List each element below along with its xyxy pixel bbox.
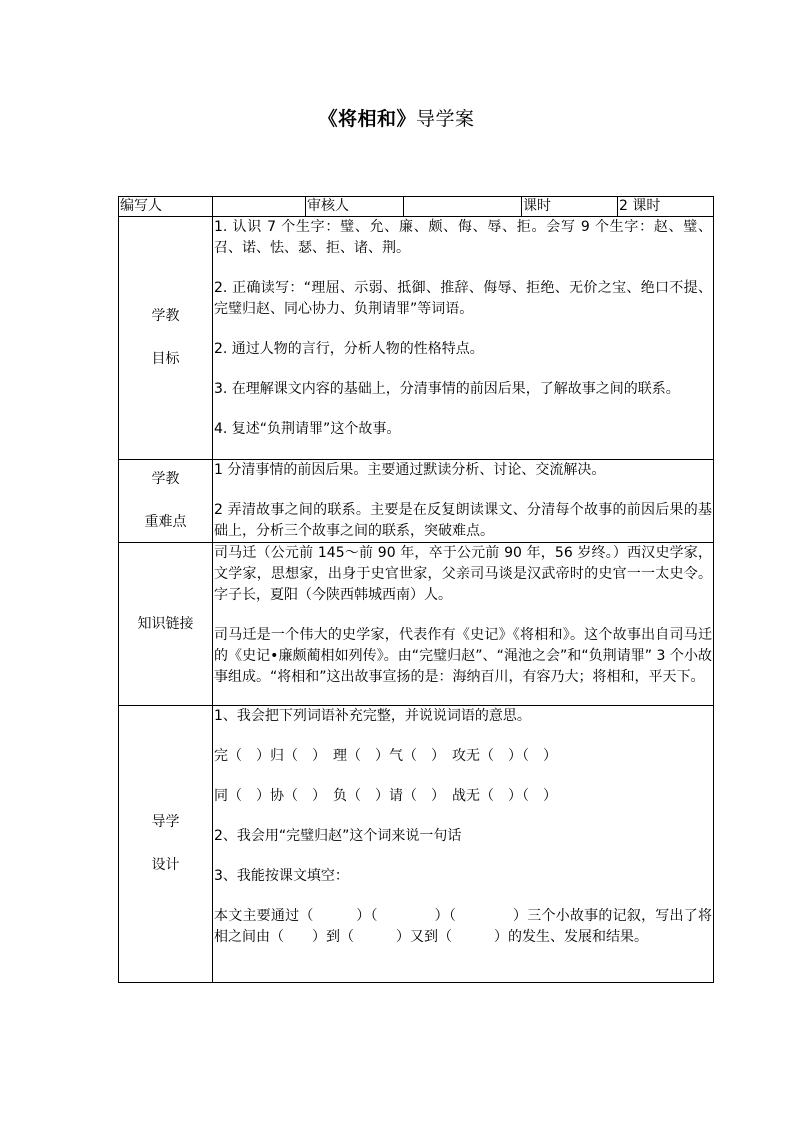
knowledge-label: 知识链接 bbox=[119, 543, 213, 706]
design-label-line2: 设计 bbox=[151, 857, 180, 873]
period-value: 2 课时 bbox=[618, 197, 714, 217]
goal-item: 4. 复述“负荆请罪”这个故事。 bbox=[214, 421, 401, 437]
reviewer-label: 审核人 bbox=[306, 197, 404, 217]
header-row bbox=[119, 197, 714, 217]
title-book-name: 《将相和》 bbox=[318, 108, 416, 130]
design-question-2: 2、我会用“完璧归赵”这个词来说一句话 bbox=[214, 828, 462, 844]
design-label-line1: 导学 bbox=[151, 814, 180, 830]
goals-label bbox=[119, 217, 213, 460]
document-title bbox=[0, 104, 793, 131]
design-content bbox=[213, 706, 714, 983]
keypoint-item: 1 分清事情的前因后果。主要通过默读分析、讨论、交流解决。 bbox=[214, 462, 606, 478]
keypoints-label bbox=[119, 460, 213, 543]
knowledge-item: 司马迁（公元前 145～前 90 年，卒于公元前 90 年，56 岁终。）西汉史学家，文学家，思想家，出身于史官世家，父亲司马谈是汉武帝时的史官一一太史令。字子长，夏阳（今陕西韩城西南）人。 bbox=[214, 545, 712, 603]
writer-value[interactable] bbox=[213, 197, 306, 217]
keypoint-item: 2 弄清故事之间的联系。主要是在反复朗读课文、分清每个故事的前因后果的基础上，分析三个故事之间的联系，突破难点。 bbox=[214, 502, 712, 539]
reviewer-value[interactable] bbox=[404, 197, 522, 217]
knowledge-row bbox=[119, 543, 714, 706]
period-label: 课时 bbox=[522, 197, 618, 217]
goal-item: 2. 正确读写：“理屈、示弱、抵御、推辞、侮辱、拒绝、无价之宝、绝口不提、完璧归赵、同心协力、负荆请罪”等词语。 bbox=[214, 280, 712, 317]
design-question-1: 1、我会把下列词语补充完整，并说说词语的意思。 bbox=[214, 708, 531, 724]
keypoints-label-line2: 重难点 bbox=[144, 514, 187, 530]
goals-content bbox=[213, 217, 714, 460]
text-fill-paragraph[interactable]: 本文主要通过（ ）（ ）（ ）三个小故事的记叙，写出了将相之间由（ ）到（ ）又到（ ）的发生、发展和结果。 bbox=[214, 908, 712, 945]
keypoints-content bbox=[213, 460, 714, 543]
design-label bbox=[119, 706, 213, 983]
writer-label: 编写人 bbox=[119, 197, 213, 217]
knowledge-content bbox=[213, 543, 714, 706]
goal-item: 3. 在理解课文内容的基础上，分清事情的前因后果，了解故事之间的联系。 bbox=[214, 381, 680, 397]
knowledge-item: 司马迁是一个伟大的史学家，代表作有《史记》《将相和》。这个故事出自司马迁的《史记•廉颇蔺相如列传》。由“完璧归赵”、“渑池之会”和“负荆请罪” 3 个小故事组成。“将相和”这出故事宣扬的是：海纳百川，有容乃大；将相和，平天下。 bbox=[214, 627, 712, 685]
title-suffix: 导学案 bbox=[416, 108, 475, 130]
design-question-3: 3、我能按课文填空： bbox=[214, 868, 349, 884]
keypoints-label-line1: 学教 bbox=[151, 471, 180, 487]
keypoints-row bbox=[119, 460, 714, 543]
goals-label-line1: 学教 bbox=[151, 308, 180, 324]
goals-row bbox=[119, 217, 714, 460]
study-plan-table bbox=[118, 196, 714, 983]
goals-label-line2: 目标 bbox=[151, 351, 180, 367]
goal-item: 2. 通过人物的言行，分析人物的性格特点。 bbox=[214, 341, 484, 357]
word-fill-row-1[interactable]: 完（ ）归（ ） 理（ ）气（ ） 攻无（ ）（ ） bbox=[214, 748, 557, 764]
goal-item: 1. 认识 7 个生字：璧、允、廉、颇、侮、辱、拒。会写 9 个生字：赵、璧、召、诺、怯、瑟、拒、诸、荆。 bbox=[214, 219, 712, 256]
word-fill-row-2[interactable]: 同（ ）协（ ） 负（ ）请（ ） 战无（ ）（ ） bbox=[214, 788, 557, 804]
design-row bbox=[119, 706, 714, 983]
